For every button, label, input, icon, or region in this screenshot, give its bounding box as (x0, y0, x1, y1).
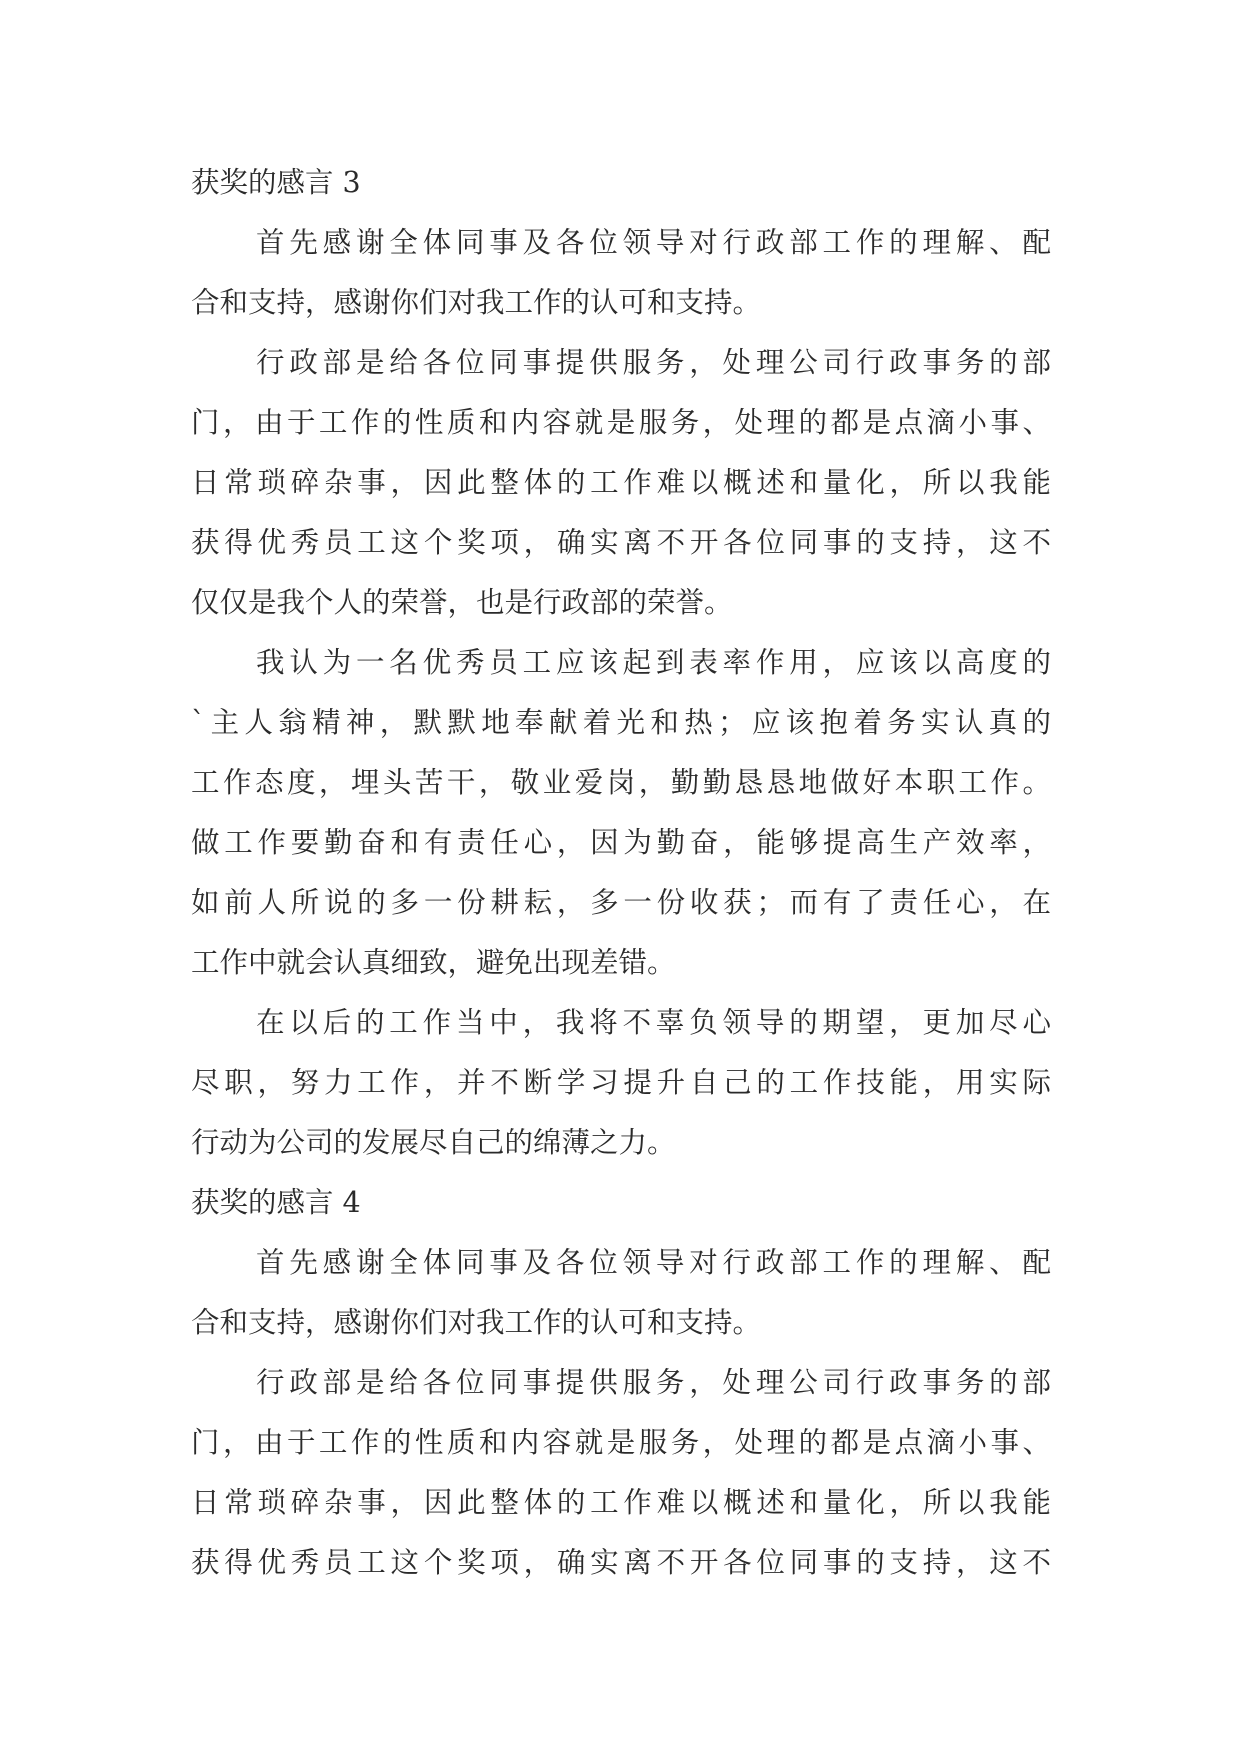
paragraph-line: 做工作要勤奋和有责任心，因为勤奋，能够提高生产效率， (191, 826, 1051, 859)
paragraph-line: 我认为一名优秀员工应该起到表率作用，应该以高度的 (256, 646, 1051, 679)
paragraph-line: 首先感谢全体同事及各位领导对行政部工作的理解、配 (256, 226, 1051, 259)
paragraph-line: 工作态度，埋头苦干，敬业爱岗，勤勤恳恳地做好本职工作。 (191, 766, 1051, 799)
paragraph-line: 日常琐碎杂事，因此整体的工作难以概述和量化，所以我能 (191, 466, 1051, 499)
paragraph-line: 获得优秀员工这个奖项，确实离不开各位同事的支持，这不 (191, 526, 1051, 559)
paragraph-line: 日常琐碎杂事，因此整体的工作难以概述和量化，所以我能 (191, 1486, 1051, 1519)
section-title: 获奖的感言 3 (191, 166, 361, 199)
paragraph-line: 首先感谢全体同事及各位领导对行政部工作的理解、配 (256, 1246, 1051, 1279)
paragraph-line: 行政部是给各位同事提供服务，处理公司行政事务的部 (256, 346, 1051, 379)
paragraph-line: 如前人所说的多一份耕耘，多一份收获；而有了责任心，在 (191, 886, 1051, 919)
paragraph-line: 行动为公司的发展尽自己的绵薄之力。 (191, 1126, 676, 1159)
paragraph-line: 获得优秀员工这个奖项，确实离不开各位同事的支持，这不 (191, 1546, 1051, 1579)
paragraph-line: 仅仅是我个人的荣誉，也是行政部的荣誉。 (191, 586, 733, 619)
paragraph-line: 尽职，努力工作，并不断学习提升自己的工作技能，用实际 (191, 1066, 1051, 1099)
paragraph-line: 合和支持，感谢你们对我工作的认可和支持。 (191, 286, 762, 319)
paragraph-line: 门，由于工作的性质和内容就是服务，处理的都是点滴小事、 (191, 406, 1051, 439)
paragraph-line: 工作中就会认真细致，避免出现差错。 (191, 946, 676, 979)
paragraph-line: 行政部是给各位同事提供服务，处理公司行政事务的部 (256, 1366, 1051, 1399)
section-title: 获奖的感言 4 (191, 1186, 361, 1219)
paragraph-line: `主人翁精神，默默地奉献着光和热；应该抱着务实认真的 (191, 706, 1051, 739)
paragraph-line: 合和支持，感谢你们对我工作的认可和支持。 (191, 1306, 762, 1339)
paragraph-line: 门，由于工作的性质和内容就是服务，处理的都是点滴小事、 (191, 1426, 1051, 1459)
paragraph-line: 在以后的工作当中，我将不辜负领导的期望，更加尽心 (256, 1006, 1051, 1039)
